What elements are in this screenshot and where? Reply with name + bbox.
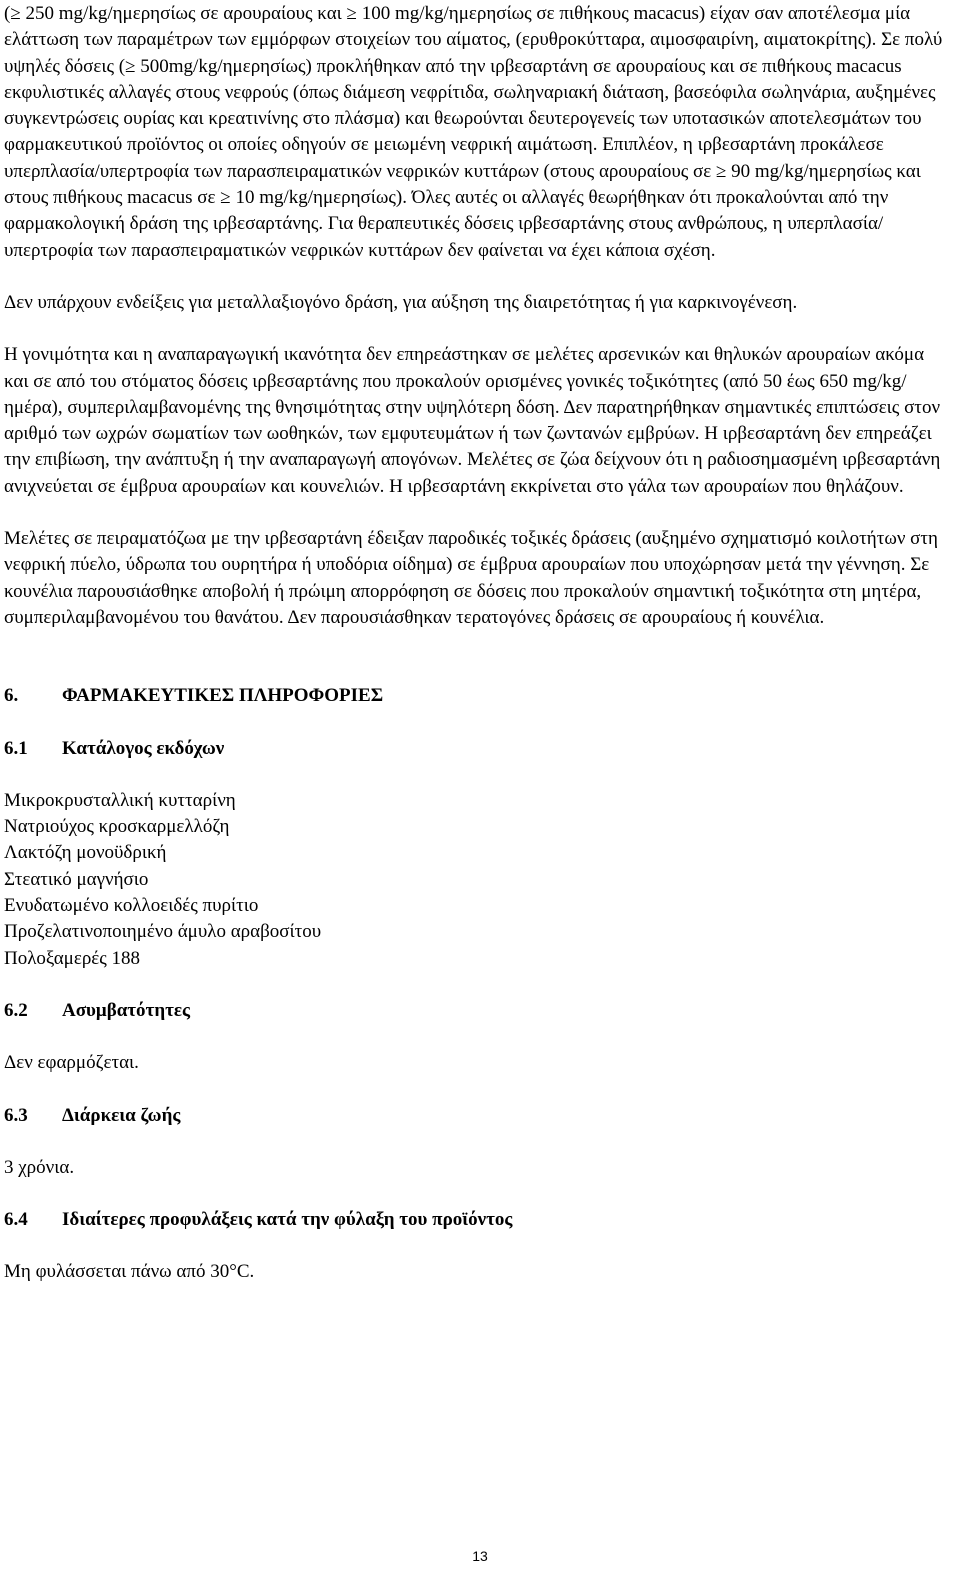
list-item: Λακτόζη μονοϋδρική	[4, 842, 167, 864]
section-6-1-heading	[4, 736, 950, 762]
section-6-title: ΦΑΡΜΑΚΕΥΤΙΚΕΣ ΠΛΗΡΟΦΟΡΙΕΣ	[62, 685, 384, 707]
section-6-4-text: Μη φυλάσσεται πάνω από 30°C.	[4, 1261, 255, 1283]
list-item: Προζελατινοποιημένο άμυλο αραβοσίτου	[4, 921, 322, 943]
section-6-3-title: Διάρκεια ζωής	[62, 1104, 181, 1126]
document-page	[4, 0, 950, 1312]
section-6-2-heading	[4, 998, 950, 1024]
section-6-3-text: 3 χρόνια.	[4, 1156, 75, 1178]
paragraph-toxicity-findings: (≥ 250 mg/kg/ημερησίως σε αρουραίους και ≥ 100 mg/kg/ημερησίως σε πιθήκους macacus) είχαν σαν αποτέλεσμα μία ελάττωση των παραμέτρων των εμμόρφων στοιχείων του αίματος, (ερυθροκύτταρα, αιμοσφαιρίνη, αιματοκρίτης). Σε πολύ υψηλές δόσεις (≥ 500mg/kg/ημερησίως) προκλήθηκαν από την ιρβεσαρτάνη σε αρουραίους και σε πιθήκους macacus εκφυλιστικές αλλαγές στους νεφρούς (όπως διάμεση νεφρίτιδα, σωληναριακή διάταση, βασεόφιλα σωληνάρια, αυξημένες συγκεντρώσεις ουρίας και κρεατινίνης στο πλάσμα) και θεωρούνται δευτερογενείς των υποτασικών αποτελεσμάτων του φαρμακευτικού προϊόντος οι οποίες οδηγούν σε μειωμένη νεφρική αιμάτωση. Επιπλέον, η ιρβεσαρτάνη προκάλεσε υπερπλασία/υπερτροφία των παρασπειραματικών νεφρικών κυττάρων (στους αρουραίους σε ≥ 90 mg/kg/ημερησίως και στους πιθήκους macacus σε ≥ 10 mg/kg/ημερησίως). Όλες αυτές οι αλλαγές θεωρήθηκαν ότι προκαλούνται από την φαρμακολογική δράση της ιρβεσαρτάνης. Για θεραπευτικές δόσεις ιρβεσαρτάνης στους ανθρώπους, η υπερπλασία/υπερτροφία των παρασπειραματικών νεφρικών κυττάρων δεν φαίνεται να έχει κάποια σχέση.	[4, 3, 943, 261]
section-6-1-title: Κατάλογος εκδόχων	[62, 737, 225, 759]
list-item: Ενυδατωμένο κολλοειδές πυρίτιο	[4, 895, 259, 917]
paragraph-mutagenicity: Δεν υπάρχουν ενδείξεις για μεταλλαξιογόνο δράση, για αύξηση της διαιρετότητας ή για καρκινογένεση.	[4, 291, 798, 313]
list-item: Μικροκρυσταλλική κυτταρίνη	[4, 789, 236, 811]
excipients-list	[4, 788, 950, 972]
paragraph-embryotoxicity: Μελέτες σε πειραματόζωα με την ιρβεσαρτάνη έδειξαν παροδικές τοξικές δράσεις (αυξημένο σχηματισμό κοιλοτήτων στη νεφρική πύελο, ύδρωπα του ουρητήρα ή υποδόρια οίδημα) σε έμβρυα αρουραίων που υποχώρησαν μετά την γέννηση. Σε κουνέλια παρουσιάσθηκε αποβολή ή πρώιμη απορρόφηση σε δόσεις που προκαλούν σημαντική τοξικότητα στη μητέρα, συμπεριλαμβανομένου του θανάτου. Δεν παρουσιάσθηκαν τερατογόνες δράσεις σε αρουραίους ή κουνέλια.	[4, 528, 938, 628]
section-6-2-number: 6.2	[4, 999, 28, 1021]
list-item: Νατριούχος κροσκαρμελλόζη	[4, 816, 230, 838]
section-6-2-title: Ασυμβατότητες	[62, 999, 190, 1021]
list-item: Στεατικό μαγνήσιο	[4, 868, 149, 890]
section-6-3-heading	[4, 1103, 950, 1129]
page-number: 13	[472, 1548, 488, 1564]
section-6-2-text: Δεν εφαρμόζεται.	[4, 1052, 139, 1074]
section-6-number: 6.	[4, 685, 19, 707]
paragraph-fertility: Η γονιμότητα και η αναπαραγωγική ικανότητα δεν επηρεάστηκαν σε μελέτες αρσενικών και θηλυκών αρουραίων ακόμα και σε από του στόματος δόσεις ιρβεσαρτάνης που προκαλούν ορισμένες γονικές τοξικότητες (από 50 έως 650 mg/kg/ημέρα), συμπεριλαμβανομένης της θνησιμότητας στην υψηλότερη δόση. Δεν παρατηρήθηκαν σημαντικές επιπτώσεις στον αριθμό των ωχρών σωματίων των ωοθηκών, των εμφυτευμάτων ή των ζωντανών εμβρύων. Η ιρβεσαρτάνη δεν επηρεάζει την επιβίωση, την ανάπτυξη ή την αναπαραγωγή απογόνων. Μελέτες σε ζώα δείχνουν ότι η ραδιοσημασμένη ιρβεσαρτάνη ανιχνεύεται σε έμβρυα αρουραίων και κουνελιών. Η ιρβεσαρτάνη εκκρίνεται στο γάλα των αρουραίων που θηλάζουν.	[4, 344, 941, 497]
section-6-1-number: 6.1	[4, 737, 28, 759]
section-6-4-number: 6.4	[4, 1209, 28, 1231]
section-6-4-heading	[4, 1207, 950, 1233]
section-6-4-title: Ιδιαίτερες προφυλάξεις κατά την φύλαξη του προϊόντος	[62, 1209, 513, 1231]
list-item: Πολοξαμερές 188	[4, 947, 141, 969]
section-6-3-number: 6.3	[4, 1104, 28, 1126]
section-6-heading	[4, 683, 950, 709]
